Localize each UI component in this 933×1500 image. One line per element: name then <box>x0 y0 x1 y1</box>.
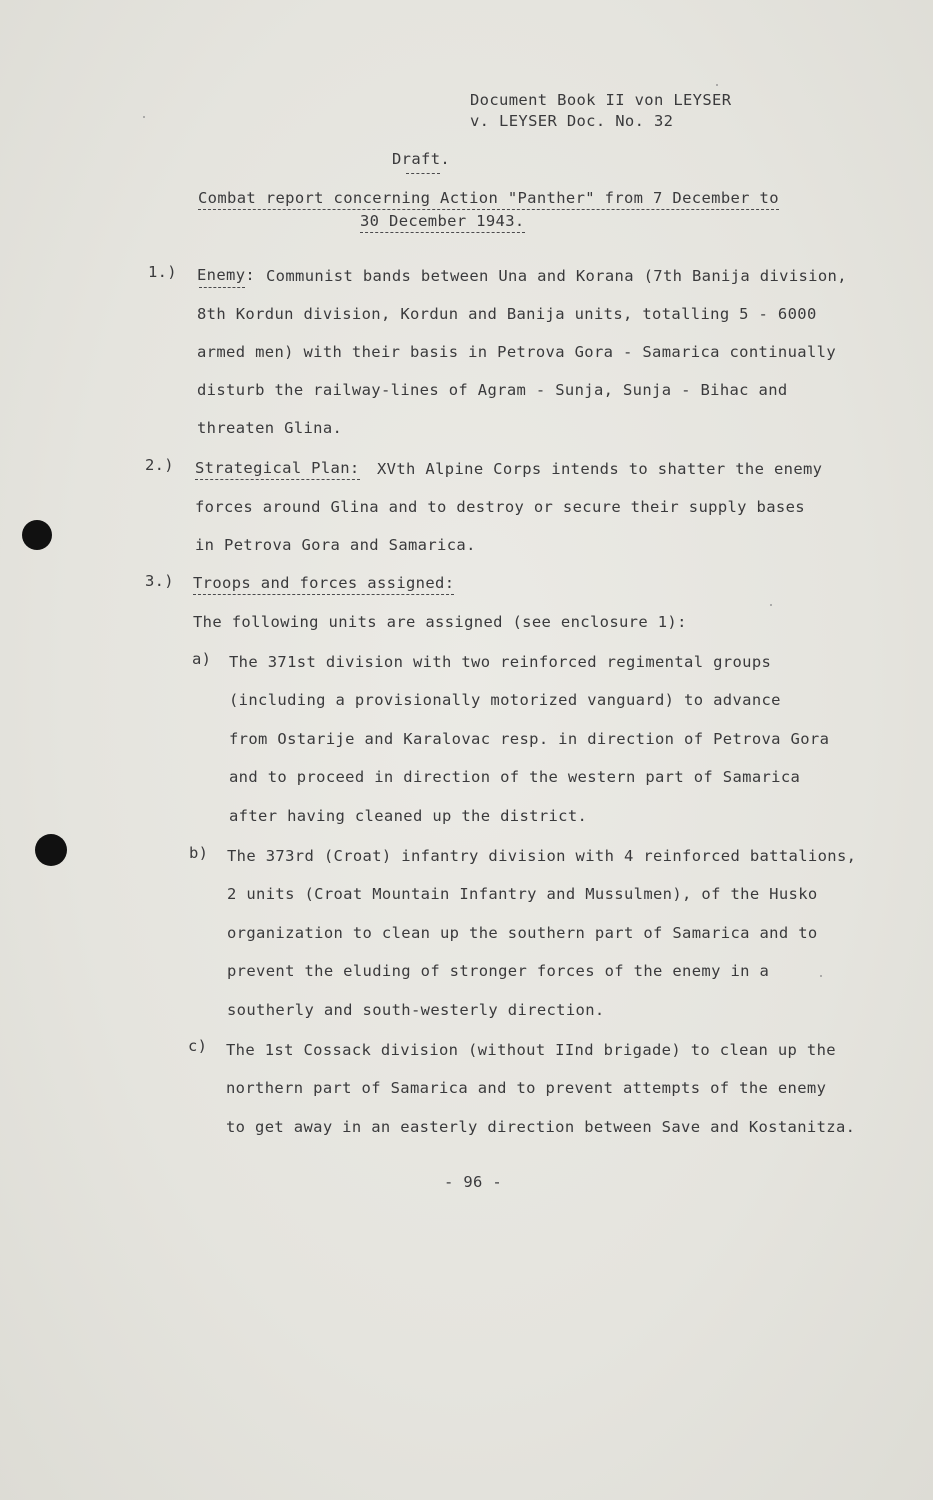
item-a-label: a) <box>192 650 212 668</box>
page-number: - 96 - <box>444 1173 503 1191</box>
item-b-line: prevent the eluding of stronger forces of the enemy in a <box>227 962 770 980</box>
item-a-line: The 371st division with two reinforced regimental groups <box>229 653 772 671</box>
item-a-line: (including a provisionally motorized vanguard) to advance <box>229 691 781 709</box>
section-1-line: threaten Glina. <box>197 419 343 437</box>
doc-number-line: v. LEYSER Doc. No. 32 <box>470 112 674 130</box>
section-1-line: disturb the railway-lines of Agram - Sunja, Sunja - Bihac and <box>197 381 788 399</box>
section-2-line: in Petrova Gora and Samarica. <box>195 536 476 554</box>
section-3-number: 3.) <box>145 572 174 590</box>
title-line-1: Combat report concerning Action "Panther" from 7 December to <box>198 188 779 210</box>
doc-book-line: Document Book II von LEYSER <box>470 91 732 109</box>
item-c-line: The 1st Cossack division (without IInd brigade) to clean up the <box>226 1041 836 1059</box>
section-1-heading: Enemy: <box>197 266 256 284</box>
section-2-heading: Strategical Plan: <box>195 458 360 480</box>
paper-speck <box>143 116 145 118</box>
item-a-line: from Ostarije and Karalovac resp. in direction of Petrova Gora <box>229 730 830 748</box>
item-c-label: c) <box>188 1037 208 1055</box>
title-line-2: 30 December 1943. <box>360 211 525 233</box>
item-a-line: and to proceed in direction of the western part of Samarica <box>229 768 801 786</box>
item-b-line: southerly and south-westerly direction. <box>227 1001 605 1019</box>
paper-speck <box>770 604 772 606</box>
punch-hole <box>22 520 52 550</box>
item-a-line: after having cleaned up the district. <box>229 807 588 825</box>
paper-speck <box>820 975 822 977</box>
section-1-line: armed men) with their basis in Petrova Gora - Samarica continually <box>197 343 836 361</box>
paper-speck <box>716 84 718 86</box>
punch-hole <box>35 834 67 866</box>
item-b-label: b) <box>189 844 209 862</box>
item-b-line: organization to clean up the southern part of Samarica and to <box>227 924 818 942</box>
section-1-heading-underline <box>199 287 245 288</box>
item-c-line: northern part of Samarica and to prevent attempts of the enemy <box>226 1079 827 1097</box>
section-3-heading: Troops and forces assigned: <box>193 573 454 595</box>
section-2-line: forces around Glina and to destroy or secure their supply bases <box>195 498 805 516</box>
draft-label: Draft. <box>392 150 451 168</box>
section-1-number: 1.) <box>148 263 177 281</box>
section-2-line: XVth Alpine Corps intends to shatter the enemy <box>377 460 823 478</box>
section-1-line: 8th Kordun division, Kordun and Banija units, totalling 5 - 6000 <box>197 305 817 323</box>
item-c-line: to get away in an easterly direction between Save and Kostanitza. <box>226 1118 856 1136</box>
item-b-line: The 373rd (Croat) infantry division with 4 reinforced battalions, <box>227 847 857 865</box>
draft-underline <box>406 173 440 174</box>
section-3-intro: The following units are assigned (see enclosure 1): <box>193 613 687 631</box>
section-1-line: Communist bands between Una and Korana (7th Banija division, <box>266 267 847 285</box>
section-2-number: 2.) <box>145 456 174 474</box>
item-b-line: 2 units (Croat Mountain Infantry and Mussulmen), of the Husko <box>227 885 818 903</box>
